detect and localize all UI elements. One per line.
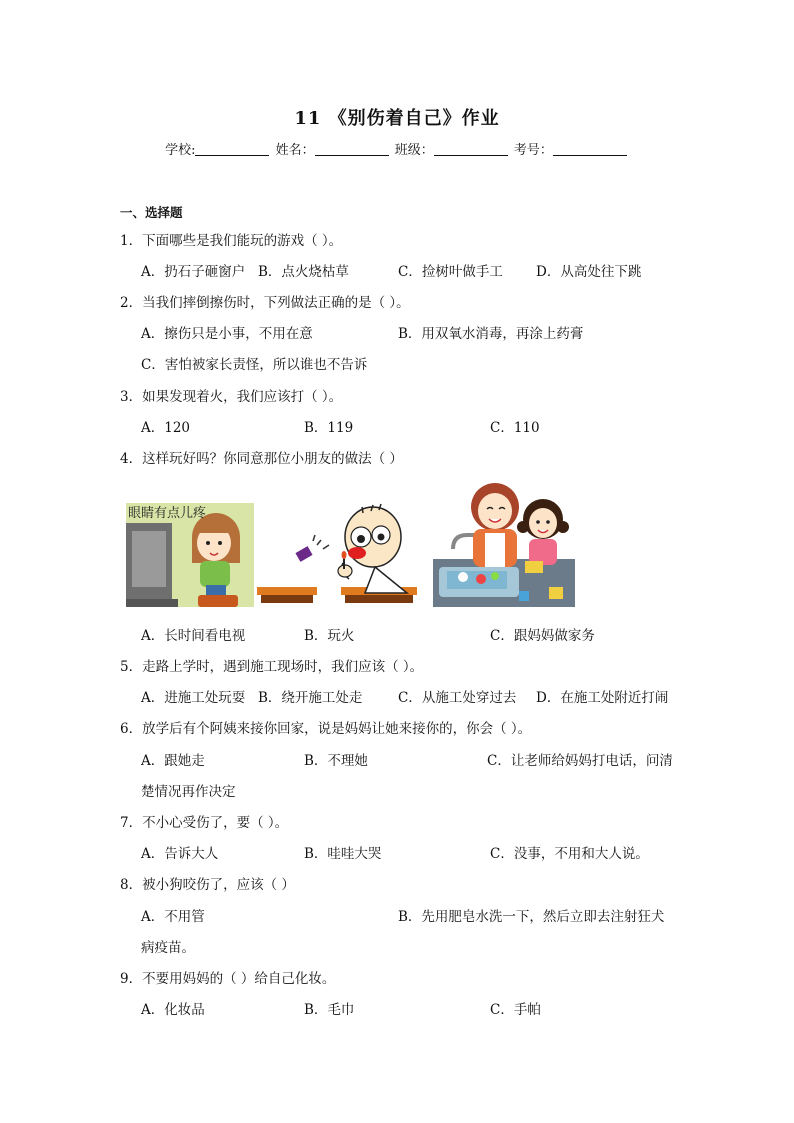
name-label: 姓名： <box>275 143 315 158</box>
question-7: 7．不小心受伤了，要（ ）。 <box>120 815 289 831</box>
q7-option-c[interactable]: C．没事，不用和大人说。 <box>490 846 649 862</box>
question-4: 4．这样玩好吗？你同意那位小朋友的做法（ ） <box>120 451 403 467</box>
q3-option-c[interactable]: C．110 <box>490 420 540 436</box>
school-blank[interactable] <box>195 141 269 156</box>
q6-option-c[interactable]: C．让老师给妈妈打电话，问清 <box>487 753 673 769</box>
q7-option-b[interactable]: B．哇哇大哭 <box>304 846 382 862</box>
tv-girl-picture <box>126 503 254 607</box>
q3-option-a[interactable]: A．120 <box>141 420 191 436</box>
q6-option-a[interactable]: A．跟她走 <box>141 753 205 769</box>
q9-option-a[interactable]: A．化妆品 <box>141 1002 205 1018</box>
q9-option-b[interactable]: B．毛巾 <box>304 1002 355 1018</box>
q8-option-a[interactable]: A．不用管 <box>141 909 205 925</box>
number-label: 考号： <box>513 143 553 158</box>
q7-option-a[interactable]: A．告诉大人 <box>141 846 219 862</box>
q2-option-a[interactable]: A．擦伤只是小事，不用在意 <box>141 326 313 342</box>
q1-option-b[interactable]: B．点火烧枯草 <box>258 264 349 280</box>
picture-caption: 眼睛有点儿疼 <box>128 506 207 521</box>
student-info-line <box>0 139 794 158</box>
class-blank[interactable] <box>434 141 508 156</box>
section-heading: 一、选择题 <box>120 205 183 220</box>
q8-option-b-continued: 病疫苗。 <box>141 940 195 956</box>
question-8: 8．被小狗咬伤了，应该（ ） <box>120 877 295 893</box>
q3-option-b[interactable]: B．119 <box>304 420 354 436</box>
q8-option-b[interactable]: B．先用肥皂水洗一下，然后立即去注射狂犬 <box>398 909 665 925</box>
question-3: 3．如果发现着火，我们应该打（ ）。 <box>120 389 343 405</box>
school-label: 学校: <box>165 143 196 158</box>
q6-option-c-continued: 楚情况再作决定 <box>141 784 236 800</box>
q2-option-c[interactable]: C．害怕被家长责怪，所以谁也不告诉 <box>141 357 368 373</box>
page-title: 11 《别伤着自己》作业 <box>294 108 500 129</box>
q2-option-b[interactable]: B．用双氧水消毒，再涂上药膏 <box>398 326 584 342</box>
q1-option-d[interactable]: D．从高处往下跳 <box>536 264 642 280</box>
q5-option-b[interactable]: B．绕开施工处走 <box>258 690 363 706</box>
housework-picture <box>433 479 575 607</box>
q1-option-a[interactable]: A．扔石子砸窗户 <box>141 264 246 280</box>
number-blank[interactable] <box>553 141 627 156</box>
question-5: 5．走路上学时，遇到施工现场时，我们应该（ ）。 <box>120 659 424 675</box>
question-1: 1．下面哪些是我们能玩的游戏（ ）。 <box>120 233 343 249</box>
name-blank[interactable] <box>315 141 389 156</box>
question-6: 6．放学后有个阿姨来接你回家，说是妈妈让她来接你的，你会（ ）。 <box>120 721 532 737</box>
q1-option-c[interactable]: C．捡树叶做手工 <box>398 264 503 280</box>
q4-option-b[interactable]: B．玩火 <box>304 628 355 644</box>
q5-option-a[interactable]: A．进施工处玩耍 <box>141 690 246 706</box>
q5-option-c[interactable]: C．从施工处穿过去 <box>398 690 517 706</box>
q4-option-a[interactable]: A．长时间看电视 <box>141 628 246 644</box>
q5-option-d[interactable]: D．在施工处附近打闹 <box>536 690 669 706</box>
question-2: 2．当我们摔倒擦伤时，下列做法正确的是（ ）。 <box>120 295 410 311</box>
q6-option-b[interactable]: B．不理她 <box>304 753 368 769</box>
q9-option-c[interactable]: C．手帕 <box>490 1002 541 1018</box>
question-9: 9．不要用妈妈的（ ）给自己化妆。 <box>120 971 336 987</box>
class-label: 班级： <box>394 143 434 158</box>
q4-option-c[interactable]: C．跟妈妈做家务 <box>490 628 595 644</box>
fire-boy-picture <box>257 497 419 607</box>
